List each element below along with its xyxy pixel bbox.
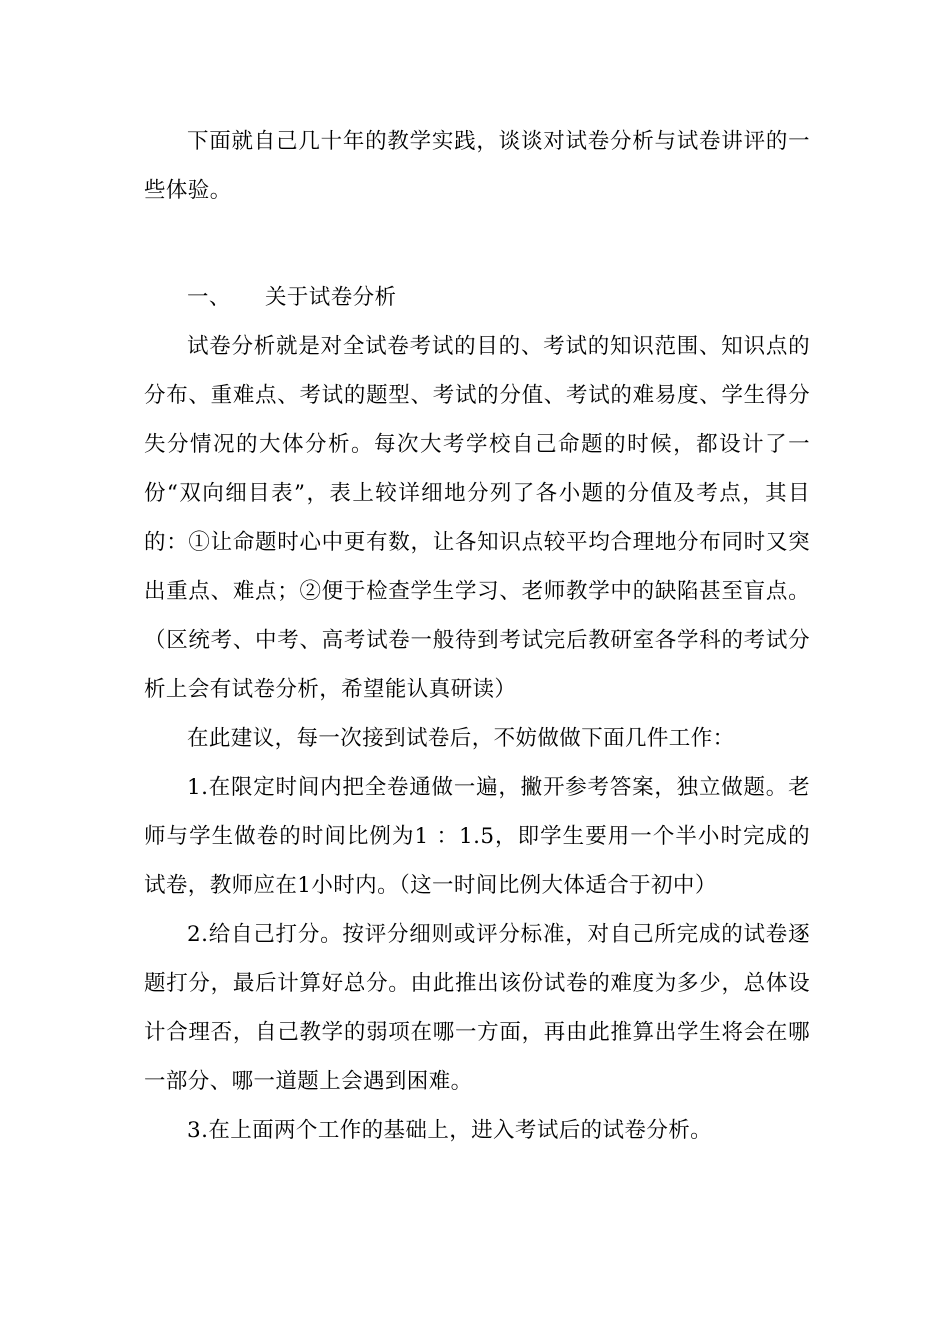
suggestion-paragraph: 在此建议，每一次接到试卷后，不妨做做下面几件工作： <box>187 726 735 751</box>
intro-paragraph: 下面就自己几十年的教学实践，谈谈对试卷分析与试卷讲评的一些体验。 <box>144 129 810 203</box>
analysis-definition-paragraph: 试卷分析就是对全试卷考试的目的、考试的知识范围、知识点的分布、重难点、考试的题型、考试的分值、考试的难易度、学生得分失分情况的大体分析。每次大考学校自己命题的时候，都设计了一份“双向细目表”，表上较详细地分列了各小题的分值及考点，其目的：①让命题时心中更有数，让各知识点较平均合理地分布同时又突出重点、难点；②便于检查学生学习、老师教学中的缺陷甚至盲点。（区统考、中考、高考试卷一般待到考试完后教研室各学科的考试分析上会有试卷分析，希望能认真研读） <box>144 334 810 702</box>
step-2-paragraph: 2.给自己打分。按评分细则或评分标准，对自己所完成的试卷逐题打分，最后计算好总分。由此推出该份试卷的难度为多少，总体设计合理否，自己教学的弱项在哪一方面，再由此推算出学生将会在哪一部分、哪一道题上会遇到困难。 <box>144 922 810 1094</box>
step-3-paragraph: 3.在上面两个工作的基础上，进入考试后的试卷分析。 <box>187 1118 713 1143</box>
document-body <box>144 117 810 1155</box>
section-title: 关于试卷分析 <box>265 285 397 310</box>
step-1-paragraph: 1.在限定时间内把全卷通做一遍，撇开参考答案，独立做题。老师与学生做卷的时间比例为1 ：1.5，即学生要用一个半小时完成的试卷，教师应在1小时内。（这一时间比例大体适合于初中） <box>144 775 810 898</box>
section-heading <box>144 273 810 322</box>
section-number: 一、 <box>187 285 231 310</box>
